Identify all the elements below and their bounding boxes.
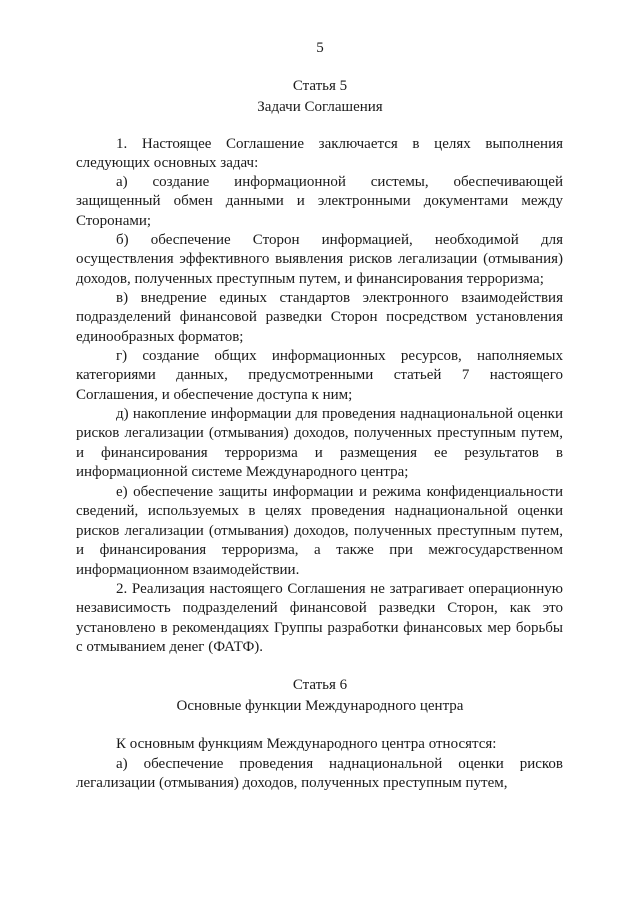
article-5-item-d: д) накопление информации для проведения наднациональной оценки рисков легализации (отмывания) доходов, полученных преступным путем, и финансирования терроризма и размещения ее результатов в информационной системе Международного центра; <box>76 406 563 481</box>
article-6-item-a: а) обеспечение проведения наднациональной оценки рисков легализации (отмывания) доходов, полученных преступным путем, <box>76 756 563 792</box>
article-5-paragraph-2: 2. Реализация настоящего Соглашения не затрагивает операционную независимость подразделений финансовой разведки Сторон, как это установлено в рекомендациях Группы разработки финансовых мер борьбы с отмыванием денег (ФАТФ). <box>76 581 563 656</box>
article-5-item-v: в) внедрение единых стандартов электронного взаимодействия подразделений финансовой разведки Сторон посредством установления единообразных форматов; <box>76 290 563 345</box>
article-5-item-g: г) создание общих информационных ресурсов, наполняемых категориями данных, предусмотренными статьей 7 настоящего Соглашения, и обеспечение доступа к ним; <box>76 348 563 403</box>
page-number: 5 <box>316 40 324 56</box>
article-6-subtitle: Основные функции Международного центра <box>176 698 464 714</box>
article-5-item-e: е) обеспечение защиты информации и режима конфиденциальности сведений, используемых в целях проведения наднациональной оценки рисков легализации (отмывания) доходов, полученных преступным путем, и финансирования терроризма, а также при межгосударственном информационном взаимодействии. <box>76 484 563 578</box>
article-5-subtitle: Задачи Соглашения <box>257 99 383 115</box>
article-5-title: Статья 5 <box>292 78 348 94</box>
article-6-title: Статья 6 <box>292 677 348 693</box>
article-5-item-a: а) создание информационной системы, обеспечивающей защищенный обмен данными и электронными документами между Сторонами; <box>76 174 563 229</box>
article-5-paragraph-1: 1. Настоящее Соглашение заключается в целях выполнения следующих основных задач: <box>76 136 563 172</box>
article-6-intro: К основным функциям Международного центра относятся: <box>116 736 497 752</box>
article-5-item-b: б) обеспечение Сторон информацией, необходимой для осуществления эффективного выявления рисков легализации (отмывания) доходов, полученных преступным путем, и финансирования терроризма; <box>76 232 563 287</box>
